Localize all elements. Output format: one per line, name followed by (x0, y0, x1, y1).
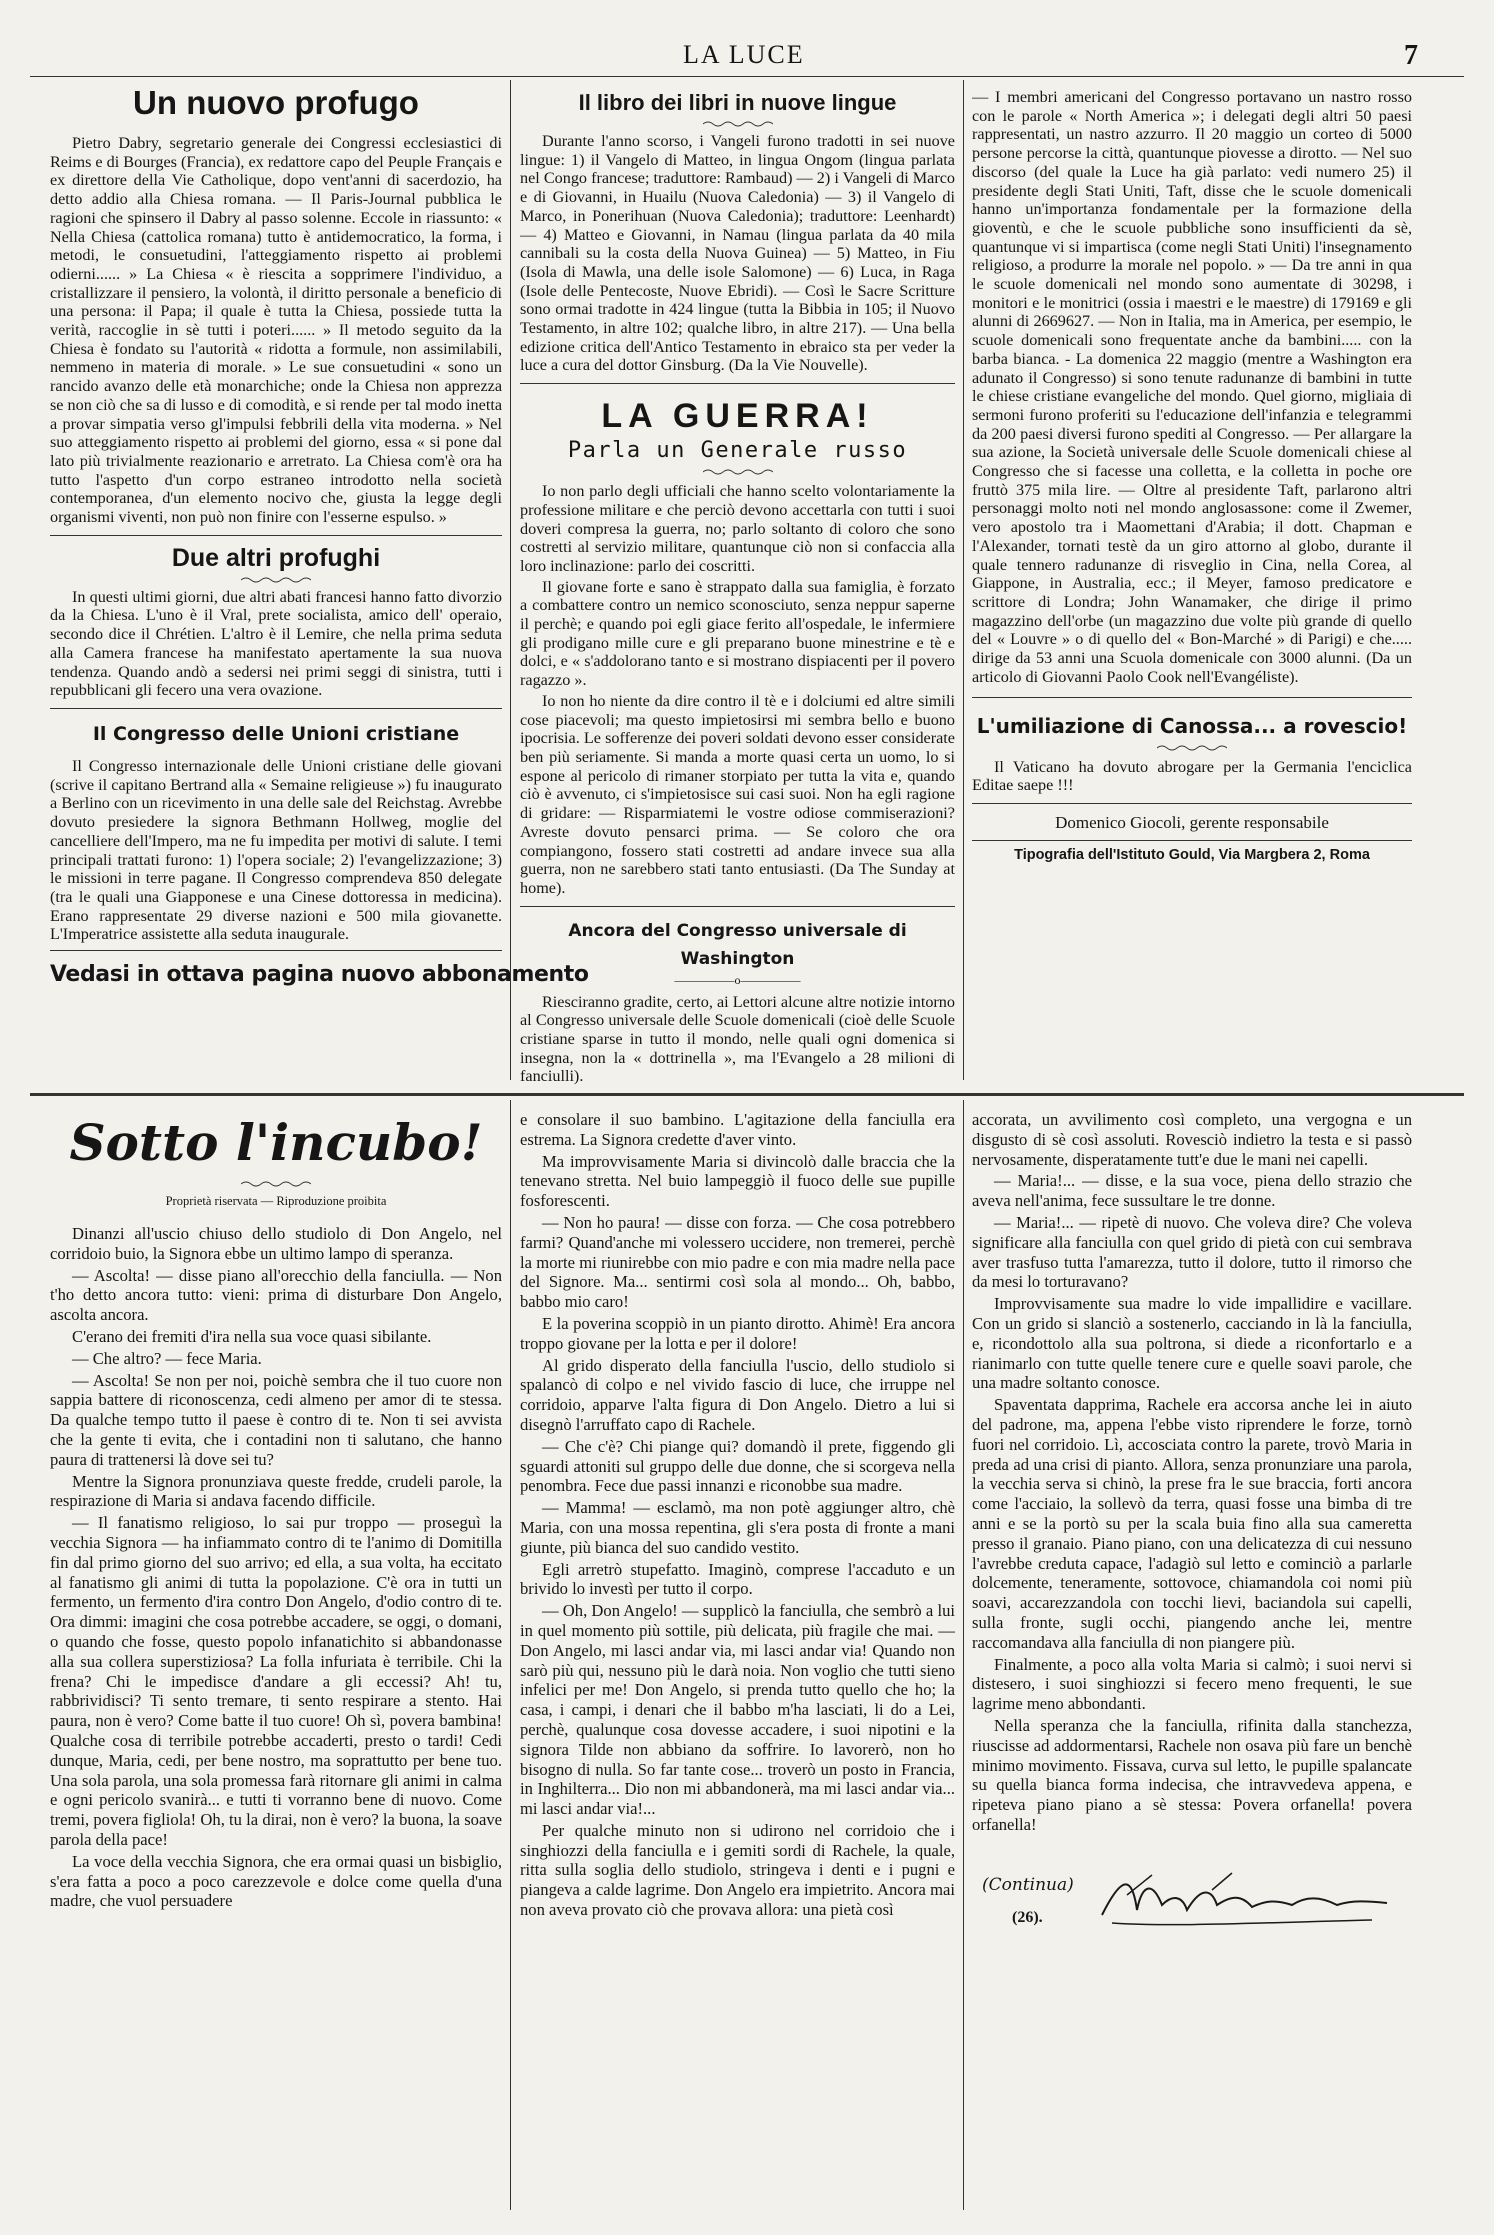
feuilleton-col3 (972, 1110, 1412, 1955)
section-divider (972, 840, 1412, 841)
section-divider (50, 708, 502, 709)
article-body-due-profughi: In questi ultimi giorni, due altri abati francesi hanno fatto divorzio da la Chiesa. L'uno è il Vral, prete socialista, amico dell' operaio, secondo dice il Chrétien. L'altro è il Lemire, che nella prima seduta alla Camera francese ha manifestato apertamente la sua nuova tendenza. Quando andò a sedersi nei primi seggi di sinistra, tutti i repubblicani gli fecero una vera ovazione. (50, 587, 502, 700)
article-body-congresso-unioni: Il Congresso internazionale delle Unioni cristiane delle giovani (scrive il capitano Bertrand alla « Semaine religieuse ») fu inaugurato a Berlino con un ricevimento in una delle sale del Reichstag. Avrebbe dovuto presiedere la signora Bethmann Hollweg, moglie del cancelliere dell'Impero, ma ne fu impedita per motivi di salute. I temi principali trattati furono: 1) l'opera sociale; 2) l'evangelizzazione; 3) le missioni in terre pagane. Il Congresso comprendeva 850 delegate (tra le quali una Giapponese e una Cinese dottoressa in medicina). Erano rappresentate 29 diverse nazioni e 500 mila giovanette. L'Imperatrice assistette alla seduta inaugurale. (50, 756, 502, 944)
feuilleton-body-1: Dinanzi all'uscio chiuso dello studiolo di Don Angelo, nel corridoio buio, la Signora ebbe un ultimo lampo di speranza. — Ascolta! — disse piano all'orecchio della fanciulla. — Non t'ho detto ancora tutto: vieni: prima di disturbare Don Angelo, ascolta ancora. C'erano dei fremiti d'ira nella sua voce quasi sibilante. — Che altro? — fece Maria. — Ascolta! Se non per noi, poichè sembra che il tuo cuore non sappia battere di riconoscenza, cedi almeno per amor di te stessa. Da qualche tempo tutto il paese è contro di te. Non ti sei avvista che la gente ti evita, che i contadini non ti salutano, che hanno paura di trattenersi là dove sei tu? Mentre la Signora pronunziava queste fredde, crudeli parole, la respirazione di Maria si andava facendo difficile. — Il fanatismo religioso, lo sai pur troppo — proseguì la vecchia Signora — ha infiammato contro di te l'animo di Domitilla fin dal primo giorno del suo arrivo; ed ella, a sua volta, ha eccitato al fanatismo gli animi di tutta la popolazione. C'è ora in tutti un fermento, un fermento d'ira contro Don Angelo, d'odio contro di te. Ora dimmi: imagini che cosa potrebbe accadere, se oggi, o domani, o quando che fosse, questo popolo infanatichito si abbandonasse alla sua collera superstiziosa? La folla infuriata è terribile. Chi la frena? Chi le impedisce d'andare a gli eccessi? Ah! tu, rabbrividisci? Ti sento tremare, ti sento respirare a stento. Hai paura, non è vero? Come batte il tuo cuore! Oh sì, povera bambina! Qualche cosa di terribile potrebbe accaderti, presto o tardi! Cedi dunque, Maria, cedi, per bene nostro, ma soprattutto per bene tuo. Una sola parola, una sola promessa farà ritornare gli animi in calma e ogni pericolo svanirà... e tutti ti vorranno bene di nuovo. Come tremi, povera figliola! Oh, tu la dirai, non è vero? la buona, la soave parola della pace! La voce della vecchia Signora, che era ormai quasi un bisbiglio, s'era fatta a poco a poco carezzevole e dolce come quella d'una madre, che vuol persuadere (50, 1224, 502, 1911)
feuilleton-rule-2 (963, 1100, 964, 2210)
col2-section (520, 88, 955, 1086)
gerente-line: Domenico Giocoli, gerente responsabile (1055, 812, 1329, 832)
rights-notice: Proprietà riservata — Riproduzione proibita (165, 1194, 387, 1208)
feuilleton-col1 (50, 1110, 502, 1911)
section-divider (520, 383, 955, 384)
wavy-ornament (703, 468, 773, 476)
article-body-nuovo-profugo: Pietro Dabry, segretario generale dei Congressi ecclesiastici di Reims e di Bourges (Francia), ex redattore capo del Peuple Français e ex direttore della Vie Catholique, dopo vent'anni di sacerdozio, ha detto addio alla Chiesa romana. — Il Paris-Journal pubblica le ragioni che spinsero il Dabry al passo solenne. Eccole in riassunto: « Nella Chiesa (cattolica romana) tutto è antidemocratico, la forma, i metodi, le consuetudini, l'atteggiamento rispetto ai problemi odierni...... » La Chiesa « è riescita a sopprimere l'individuo, a cristallizzare il pensiero, la volontà, il diritto personale a beneficio di una persona: il Papa; il quale è tutta la Chiesa, possiede tutta la verità, raccoglie in sè tutti i poteri...... » Il metodo seguito da la Chiesa è fondato su l'autorità « ridotta a formule, non assimilabili, nemmeno in materia di morale. » Le sue consuetudini « sono un rancido avanzo delle età monarchiche; onde la Chiesa non apprezza se non ciò che sa di lusso e di comodità, e si rende per tal modo inetta a provar simpatia verso gl'impulsi febbrili della vita moderna. » Nel suo atteggiamento rispetto ai problemi del giorno, essa « si pone dal lato più trivialmente reazionario e arretrato. La Chiesa com'è ora ha tutto l'aspetto d'un corpo estraneo introdotto nella società contemporanea, d'un elemento nocivo che, giusta la legge degli organismi viventi, non può non finire con l'esserne espulso. » (50, 134, 502, 527)
feuilleton-separator (30, 1093, 1464, 1096)
section-divider (520, 906, 955, 907)
article-subtitle-guerra: Parla un Generale russo (567, 438, 908, 464)
feuilleton-body-2: e consolare il suo bambino. L'agitazione della fanciulla era estrema. La Signora credette d'aver vinto. Ma improvvisamente Maria si divincolò dalle braccia che la tenevano stretta. Nel buio lampeggiò il fuoco delle sue pupille fosforescenti. — Non ho paura! — disse con forza. — Che cosa potrebbero farmi? Quand'anche mi volessero uccidere, non tremerei, perchè la morte mi riunirebbe con mio padre e con mia madre nella pace del Signore. Ma... sentirmi così sola al mondo... Oh, babbo, babbo mio caro! E la poverina scoppiò in un pianto dirotto. Ahimè! Era ancora troppo giovane per la lotta e per il dolore! Al grido disperato della fanciulla l'uscio, dello studiolo si spalancò di colpo e nel vivido fascio di luce, che irruppe nel corridoio, apparve l'alta figura di Don Angelo. Dietro a lui si disegnò l'arruffato capo di Rachele. — Che c'è? Chi piange qui? domandò il prete, figgendo gli sguardi attoniti sul gruppo delle due donne, che si scorgeva nella penombra. Fece due passi innanzi e riconobbe sua madre. — Mamma! — esclamò, ma non potè aggiunger altro, chè Maria, con una mossa repentina, gli s'era posta di fronte a mani giunte, più bianca del suo candido vestito. Egli arretrò stupefatto. Imaginò, comprese l'accaduto e un brivido lo investì per tutto il corpo. — Oh, Don Angelo! — supplicò la fanciulla, che sembrò a lui in quel momento più sottile, più delicata, più fragile che mai. — Don Angelo, mi lasci andar via, mi lasci andar via! Quando non sarò più qui, nessuno più le darà noia. Non voglio che tutti sieno infelici per me! Don Angelo, si prenda tutto quello che ho; la casa, i campi, i denari che il babbo m'ha lasciati, li do a Lei, perchè, qualunque cosa dovesse accadere, i suoi nipotini e la signora Tilde non abbiano da soffrire. Io lavorerò, non ho bisogno di nulla. So far tante cose... troverò un posto in Francia, in Inghilterra... Dio non mi abbandonerà, ma mi lasci andar via... mi lasci andar via!... Per qualche minuto non si udirono nel corridoio che i singhiozzi della fanciulla e i gemiti sordi di Rachele, la quale, ritta sulla soglia dello studiolo, stringeva i denti e i pugni e piangeva a calde lagrime. Don Angelo era impietrito. Ancora mai non aveva provato ciò che provava allora: una pietà così (520, 1110, 955, 1920)
column-rule-1 (510, 80, 511, 1080)
article-body-libro: Durante l'anno scorso, i Vangeli furono tradotti in sei nuove lingue: 1) il Vangelo di Matteo, in lingua Ongom (lingua parlata nel Congo francese; traduttore: Rambaud) — 2) i Vangeli di Marco e di Giovanni, in Huailu (Nuova Caledonia) — 3) il Vangelo di Marco, in Ponerihuan (Nuova Caledonia); traduttore: Leenhardt) — 4) Matteo e Giovanni, in Namau (lingua parlata da 40 mila cannibali su la costa della Nuova Guinea) — 5) Matteo, in Fiu (Isola di Mawla, una delle isole Salomone) — 6) Luca, in Raga (Isole delle Pentecoste, Nuove Ebridi). — Così le Sacre Scritture sono ormai tradotte in 424 lingue (tutta la Bibbia in 105; il Nuovo Testamento, in altre 102; qualche libro, in altre 217). — Una bella edizione critica dell'Antico Testamento in ebraico sta per veder la luce a cura del dottor Ginsburg. (Da la Vie Nouvelle). (520, 132, 955, 375)
wavy-ornament (241, 1180, 311, 1188)
article-title-guerra: LA GUERRA! (601, 397, 874, 436)
article-title-libro: Il libro dei libri in nuove lingue (578, 90, 897, 115)
continua-label: (Continua) (982, 1874, 1074, 1895)
small-ornament: —————o————— (674, 972, 801, 987)
col3-section (972, 88, 1412, 867)
article-title-congresso-unioni: Il Congresso delle Unioni cristiane (92, 722, 460, 745)
wavy-ornament (703, 120, 773, 128)
subscription-banner: Vedasi in ottava pagina nuovo abbonamento (50, 962, 589, 988)
feuilleton-title: Sotto l'incubo! (69, 1113, 483, 1172)
section-divider (50, 950, 502, 951)
author-signature (1092, 1865, 1392, 1935)
feuilleton-body-3: accorata, un avvilimento così completo, una vergogna e un disgusto di sè così assoluti. Rovesciò indietro la testa e si passò nervosamente, disperatamente tutt'e due le mani nei capelli. — Maria!... — disse, e la sua voce, piena dello strazio che aveva nell'anima, fece sussultare le tre donne. — Maria!... — ripetè di nuovo. Che voleva dire? Che voleva significare alla fanciulla con quel grido di pietà con cui sembrava aver trasfuso tutta l'amarezza, tutto il dolore, tutto il rimorso che da mesi lo torturavano? Improvvisamente sua madre lo vide impallidire e vacillare. Con un grido si slanciò a sostenerlo, cacciando in là la fanciulla, e, ricondottolo alla sua poltrona, si diede a riconfortarlo e a rianimarlo con tutte quelle tenere cure e quelle soavi parole, che una madre soltanto conosce. Spaventata dapprima, Rachele era accorsa anche lei in aiuto del padrone, ma, appena l'ebbe visto riprendere le forze, tornò fuori nel corridoio. Lì, accosciata contro la parete, trovò Maria in preda ad una crisi di pianto. Allora, senza pronunziare una parola, la vecchia serva si chinò, la prese fra le sue braccia, forti ancora come l'acciaio, la sollevò da terra, quasi fosse una bimba di tre anni e se la portò su per la scala buia fino alla sua cameretta presso il granaio. Piano piano, con una delicatezza di cui nessuno l'avrebbe creduta capace, l'adagiò sul letto e cominciò a parlarle dolcemente, teneramente, sottovoce, chiamandola coi nomi più soavi, accarezzandola con tocchi lievi, baciandola sui capelli, sulla fronte, sugli occhi, piangendo anche lei, mentre raccomandava alla fanciulla di non piangere più. Finalmente, a poco alla volta Maria si calmò; i suoi nervi si distesero, i suoi singhiozzi si fecero meno frequenti, le sue lagrime meno abbondanti. Nella speranza che la fanciulla, rifinita dalla stanchezza, riuscisse ad addormentarsi, Rachele non osava più fare un benchè minimo movimento. Fissava, curva sul letto, le pupille spalancate su quella bianca forma indecisa, che intravvedeva appena, e ripeteva piano piano a sè stessa: Povera orfanella! povera orfanella! (972, 1110, 1412, 1834)
article-title-canossa: L'umiliazione di Canossa... a rovescio! (976, 713, 1408, 738)
wavy-ornament (1157, 744, 1227, 752)
article-title-washington: Ancora del Congresso universale di Washington (568, 920, 907, 969)
article-title-nuovo-profugo: Un nuovo profugo (133, 84, 419, 121)
article-body-washington: Riesciranno gradite, certo, ai Lettori alcune altre notizie intorno al Congresso universale delle Scuole domenicali (cioè delle Scuole cristiane sparse in tutto il mondo, nelle quali ogni domenica si insegna, non la « dottrinella », ma l'Evangelo a 28 milioni di fanciulli). (520, 992, 955, 1086)
section-divider (972, 803, 1412, 804)
article-body-washington-cont: — I membri americani del Congresso portavano un nastro rosso con le parole « North America »; i delegati degli altri 50 paesi rappresentati, un nastro azzurro. Il 20 maggio un corteo di 5000 persone percorse la città, quantunque piovesse a dirotto. — Nel suo discorso (del quale la Luce ha già parlato: vedi numero 25) il presidente degli Stati Uniti, Taft, disse che le scuole domenicali hanno un'importanza fondamentale per la formazione della gioventù, e che le scuole pubbliche sono insufficienti da sè, quantunque vi si impartisca (come negli Stati Uniti) l'insegnamento religioso, a produrre la morale nel popolo. » — Da tre anni in qua le scuole domenicali nel mondo sono aumentate di 30298, i monitori e le monitrici (ossia i maestri e le maestre) di 179169 e gli alunni di 2669627. — Non in Italia, ma in America, per esempio, le scuole domenicali sono frequentate anche da bambini..... con la barba bianca. - La domenica 22 maggio (mentre a Washington era adunato il Congresso) si sono tenute radunanze di bambini in tutte le chiese cristiane evangeliche del mondo. Quel giorno, migliaia di sermoni furono proferiti su l'educazione dell'infanzia e telegrammi da 200 paesi diversi furono spediti al Congresso. — Per allargare la sua azione, la Società universale delle Scuole domenicali chiese al Congresso che si facesse una colletta, e la colletta in poche ore fruttò 375 mila lire. — Oltre al presidente Taft, parlarono altri personaggi molto noti nel mondo anglosassone: come il Zwemer, vero apostolo tra i Maomettani d'Arabia; il dott. Chapman e l'Alexander, tornati testè da un giro attorno al globo, durante il quale tennero radunanze di risveglio in Cina, nella Corea, al Giappone, in Australia, ecc.; il Meyer, famoso predicatore e scrittore di Londra; John Wanamaker, che dirige il primo magazzino dell'orbe (un magazzino due volte più grande di quello del « Louvre » o di quello del « Bon-Marché » di Parigi) e che..... dirige da 53 anni una Scuola domenicale con 3000 alunni. (Da un articolo di Giovanni Paolo Cook nell'Evangéliste). (972, 88, 1412, 686)
article-title-due-profughi: Due altri profughi (171, 543, 381, 572)
running-header-title: LA LUCE (683, 40, 805, 69)
installment-number: (26). (1012, 1908, 1043, 1926)
feuilleton-col2 (520, 1110, 955, 1920)
article-body-canossa: Il Vaticano ha dovuto abrogare per la Germania l'enciclica Editae saepe !!! (972, 757, 1412, 795)
tipografia-line: Tipografia dell'Istituto Gould, Via Margbera 2, Roma (1014, 846, 1370, 863)
article-body-guerra: Io non parlo degli ufficiali che hanno scelto volontariamente la professione militare e che perciò devono accettarla con tutti i suoi doveri compresa la guerra, no; parlo soltanto di coloro che sono costretti al servizio militare, quantunque ciò non si confaccia alla loro inclinazione: parlo dei coscritti. Il giovane forte e sano è strappato dalla sua famiglia, è forzato a combattere contro un nemico sconosciuto, senza neppur saperne il perchè; e quando poi egli giace ferito all'ospedale, le infermiere gli prodigano mille cure e gli preparano buone minestrine e tè e dolci, e « s'addolorano tanto e si mostrano dispiacenti per il povero ragazzo ». Io non ho niente da dire contro il tè e i dolciumi ed altre simili cose piacevoli; ma questo impietosirsi mi sembra bello e buono ipocrisia. Le sofferenze dei poveri soldati devono esser considerate ben più seriamente. Si manda a morte quasi certa un uomo, lo si espone al pericolo di rimaner storpiato per tutta la vita e, quando ciò è avvenuto, ci s'impietosisce sui casi suoi. Non ha egli ragione di gridare: — Risparmiatemi le vostre odiose commiserazioni? Avreste dovuto pensarci prima. — Se coloro che ora compiangono, fossero stati costretti ad andare invece sua alla guerra, non ne sarebbero stati tanto entusiasti. (Da The Sunday at home). (520, 482, 955, 897)
wavy-ornament (241, 576, 311, 584)
section-divider (50, 535, 502, 536)
continua-block (972, 1865, 1412, 1955)
feuilleton-rule-1 (510, 1100, 511, 2210)
col1-section (50, 82, 589, 993)
section-divider (972, 697, 1412, 698)
column-rule-2 (963, 80, 964, 1080)
page-number: 7 (1404, 40, 1418, 71)
header-rule (30, 76, 1464, 77)
